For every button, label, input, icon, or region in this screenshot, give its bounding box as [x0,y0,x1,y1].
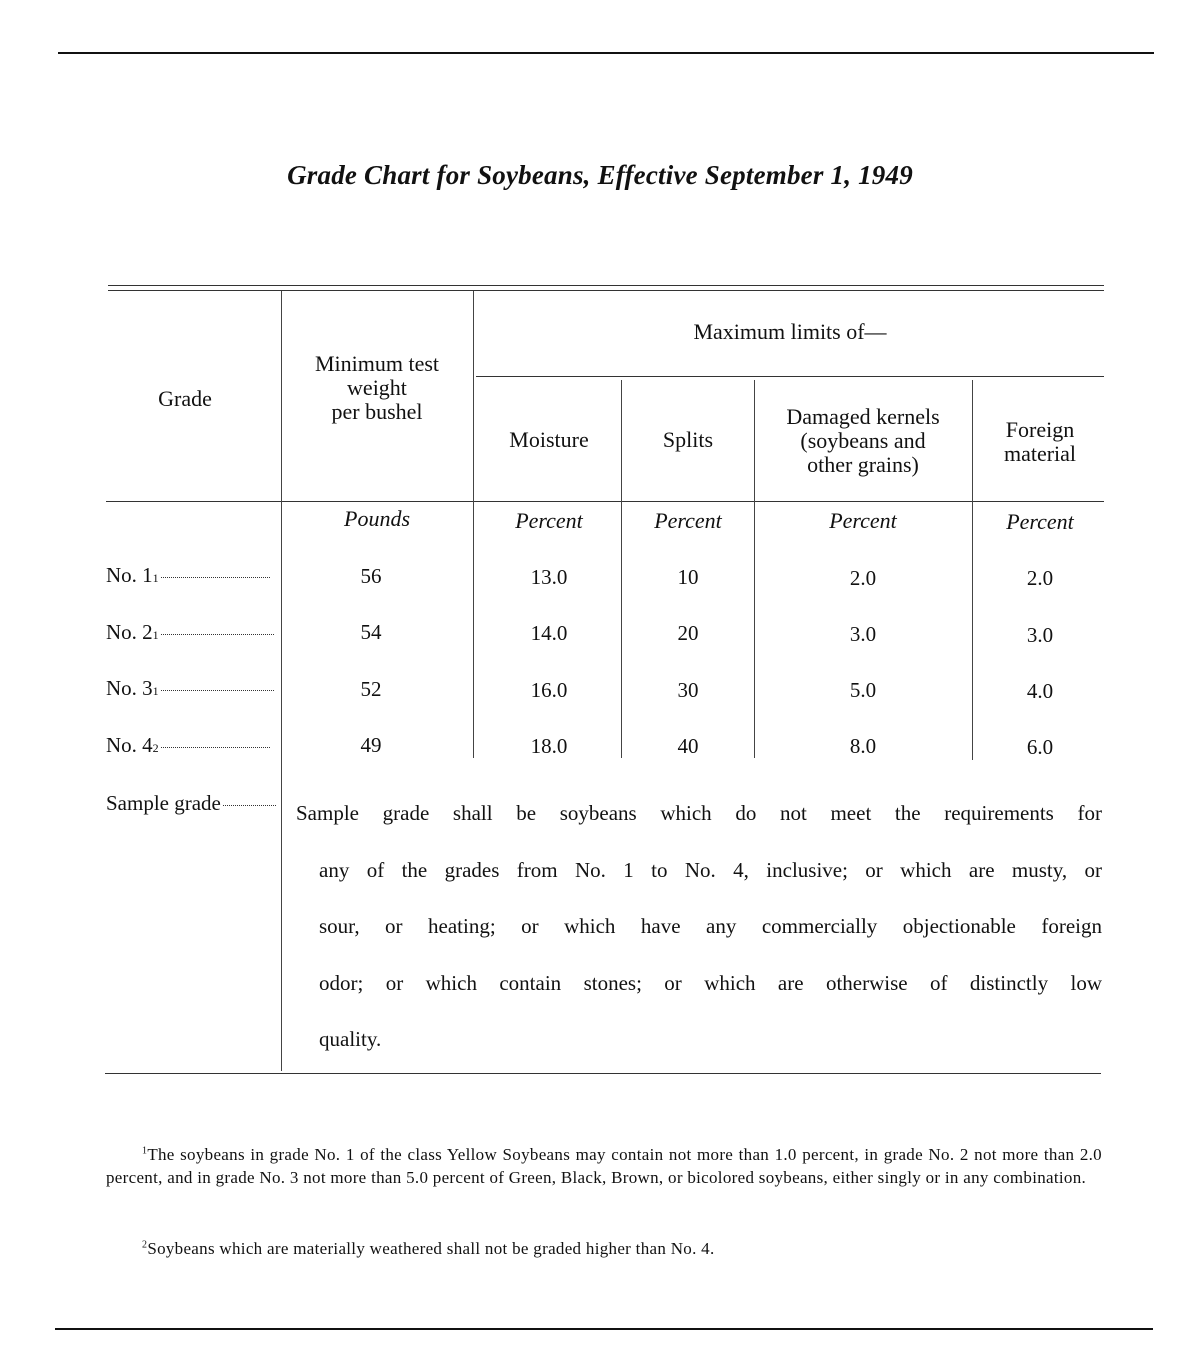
weight-column-divider [473,291,474,758]
table-top-double-rule-2 [108,290,1104,291]
header-min-weight: Minimum test weight per bushel [314,351,440,424]
header-max-limits: Maximum limits of— [693,319,887,344]
row-1-damaged: 2.0 [849,566,877,590]
row-3-splits: 30 [677,678,699,702]
sample-grade-description: Sample grade shall be soybeans which do not meet the requirements for any of the grades from No. 1 to No. 4, inclusive; or which are musty, or sour, or heating; or which have any commercially objectionable foreign odor; or which contain stones; or which are otherwise of distinctly low quality. [296,801,1102,1051]
row-4-moisture: 18.0 [530,734,568,758]
row-2-foreign: 3.0 [1026,623,1054,647]
row-2-moisture: 14.0 [530,621,568,645]
row-4-weight: 49 [360,733,382,757]
unit-moisture: Percent [515,508,583,533]
header-foreign-material: Foreign material [1003,417,1077,466]
row-1-weight: 56 [360,564,382,588]
header-damaged-kernels: Damaged kernels (soybeans and other grains) [786,404,940,477]
top-rule [58,52,1154,54]
max-limits-underline [476,376,1104,377]
damaged-column-divider [972,380,973,760]
row-4-foreign: 6.0 [1026,735,1054,759]
footnote-1: $^1$The soybeans in grade No. 1 of the class Yellow Soybeans may contain not more than 1.0 percent, in grade No. 2 not more than 2.0 percent, and in grade No. 3 not more than 5.0 percent of Green, Black, Brown, or bicolored soybeans, either singly or in any combination. [106,1145,1102,1187]
header-bottom-rule [106,501,1104,502]
row-3-weight: 52 [360,677,382,701]
page-title: Grade Chart for Soybeans, Effective September 1, 1949 [287,160,913,190]
header-splits: Splits [662,427,714,452]
table-top-double-rule-1 [108,285,1104,286]
row-4-damaged: 8.0 [849,734,877,758]
row-1-foreign: 2.0 [1026,566,1054,590]
sample-grade-label: Sample grade [106,791,276,816]
header-grade: Grade [158,386,212,411]
row-2-splits: 20 [677,621,699,645]
row-2-damaged: 3.0 [849,622,877,646]
row-3-foreign: 4.0 [1026,679,1054,703]
row-4-splits: 40 [677,734,699,758]
header-moisture: Moisture [509,427,589,452]
row-2-grade: No. 2 1 [106,620,274,645]
row-2-weight: 54 [360,620,382,644]
row-3-moisture: 16.0 [530,678,568,702]
unit-damaged: Percent [829,508,897,533]
unit-foreign: Percent [1006,509,1074,534]
footnote-2: $^2$Soybeans which are materially weathered shall not be graded higher than No. 4. [142,1239,715,1258]
bottom-rule [55,1328,1153,1330]
row-1-grade: No. 1 1 [106,563,270,588]
row-1-moisture: 13.0 [530,565,568,589]
row-4-grade: No. 4 2 [106,733,270,758]
unit-pounds: Pounds [344,506,410,531]
table-bottom-rule [105,1073,1101,1074]
row-3-grade: No. 3 1 [106,676,274,701]
row-1-splits: 10 [677,565,699,589]
row-3-damaged: 5.0 [849,678,877,702]
unit-splits: Percent [654,508,722,533]
